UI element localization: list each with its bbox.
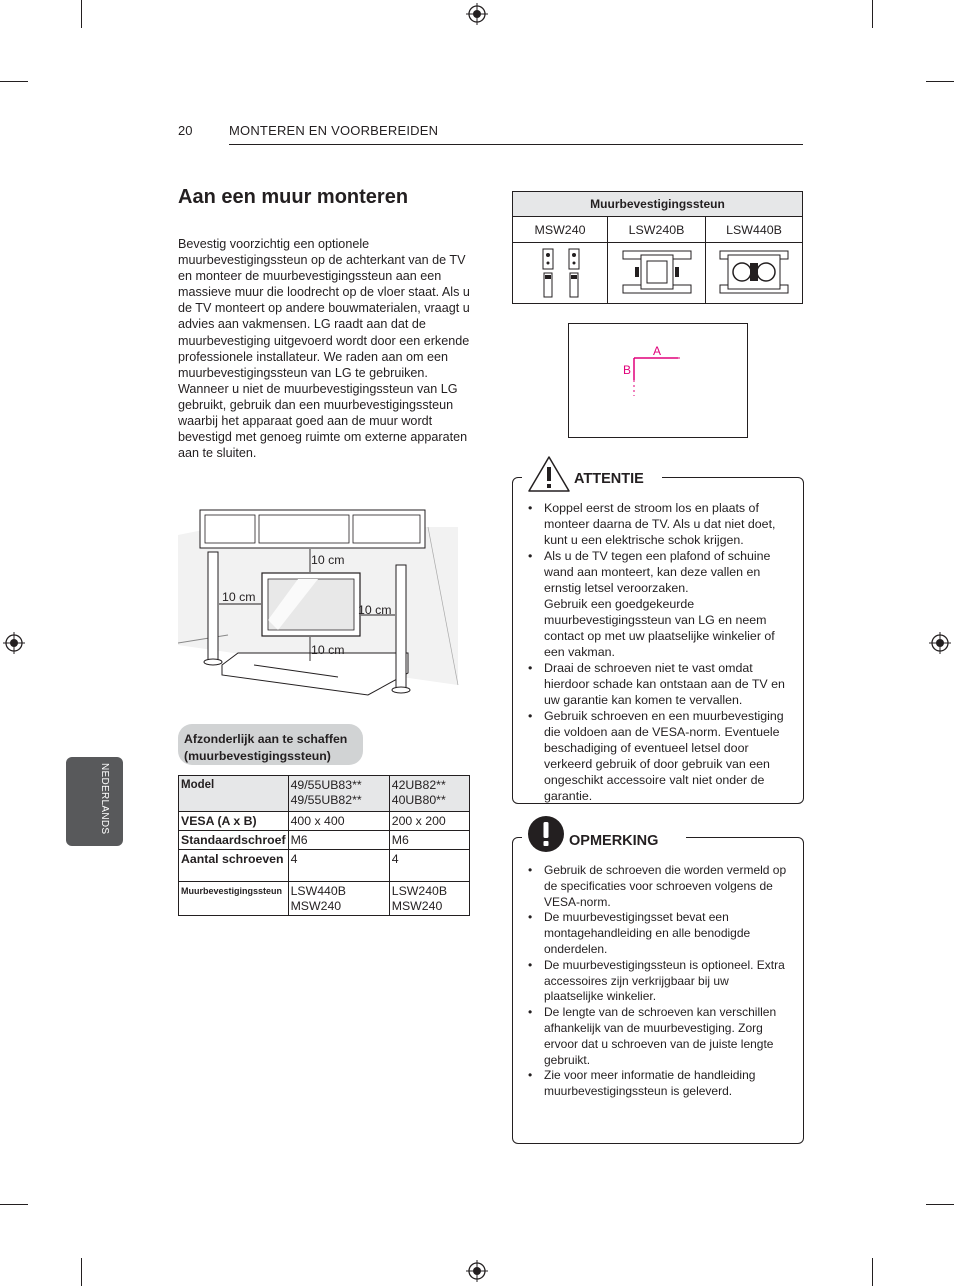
- table-cell: Standaardschroef: [179, 831, 289, 850]
- language-tab-label: NEDERLANDS: [99, 763, 110, 835]
- table-cell: Aantal schroeven: [179, 850, 289, 882]
- lsw440b-bracket-icon: [714, 245, 794, 299]
- table-row: [179, 776, 470, 812]
- attention-title: ATTENTIE: [574, 471, 644, 487]
- table-row: [179, 812, 470, 831]
- table-cell: MSW240: [513, 217, 608, 243]
- list-item: • Gebruik schroeven en een muurbevestiging die voldoen aan de VESA-norm. Eventuele beschadiging of eventueel letsel door verkeerd gebruik of door gebruik van een ongeschikt accessoire valt niet onder de garantie.: [513, 708, 791, 804]
- attention-list: [513, 500, 791, 804]
- list-item: • Zie voor meer informatie de handleiding muurbevestigingssteun is geleverd.: [513, 1068, 789, 1100]
- attention-box: [512, 477, 804, 804]
- exclamation-circle-icon: [527, 815, 565, 853]
- list-item: • De muurbevestigingsset bevat een montagehandleiding en alle benodigde onderdelen.: [513, 910, 789, 957]
- remark-list: [513, 863, 789, 1100]
- cell-line: 49/55UB83**: [290, 778, 362, 792]
- registration-mark-icon: [466, 3, 488, 25]
- header-rule: [229, 144, 803, 145]
- registration-mark-icon: [3, 632, 25, 654]
- table-cell: [288, 882, 389, 916]
- cell-line: LSW440B: [290, 884, 346, 898]
- list-item-text: Gebruik een goedgekeurde muurbevestigingssteun van LG en neem contact op met uw plaatselijke winkelier of een vakman.: [544, 597, 775, 659]
- page-title: Aan een muur monteren: [178, 186, 409, 208]
- table-cell: [389, 776, 469, 812]
- table-cell: Muurbevestigingssteun: [179, 882, 289, 916]
- table-row: [179, 882, 470, 916]
- intro-paragraph: Wanneer u niet de muurbevestigingssteun van LG gebruikt, gebruik dan een muurbevestigingssteun waarbij het apparaat goed aan de muur wordt bevestigd met genoeg ruimte om externe apparaten aan te sluiten.: [178, 381, 468, 461]
- table-cell: [608, 243, 706, 304]
- table-row: [179, 831, 470, 850]
- crop-mark: [926, 1204, 954, 1205]
- vesa-spec-table: [178, 775, 470, 916]
- intro-paragraph: Bevestig voorzichtig een optionele muurbevestigingssteun op de achterkant van de TV en monteer de muurbevestigingssteun aan een massieve muur die loodrecht op de vloer staat. Als u de TV monteert op andere bouwmaterialen, vraagt u advies aan vakmensen. LG raadt aan dat de muurbevestiging uitgevoerd wordt door een erkende professionele installateur. We raden aan om een muurbevestigingssteun van LG te gebruiken.: [178, 237, 470, 380]
- bracket-table: [512, 191, 803, 304]
- table-row: [513, 217, 803, 243]
- clearance-bottom-label: 10 cm: [311, 643, 345, 657]
- cell-line: 49/55UB82**: [290, 793, 362, 807]
- registration-mark-icon: [466, 1260, 488, 1282]
- list-item: [513, 548, 791, 660]
- crop-mark: [0, 1204, 28, 1205]
- table-cell: [288, 776, 389, 812]
- wall-clearance-illustration: [178, 505, 460, 700]
- table-cell: [513, 243, 608, 304]
- table-row: [513, 192, 803, 217]
- clearance-right-label: 10 cm: [358, 603, 392, 617]
- table-cell: Model: [179, 776, 289, 812]
- cell-line: 42UB82**: [391, 778, 446, 792]
- msw240-bracket-icon: [525, 245, 595, 299]
- vesa-b-label: B: [623, 363, 632, 377]
- table-cell: M6: [288, 831, 389, 850]
- table-cell: [706, 243, 803, 304]
- table-cell: 200 x 200: [389, 812, 469, 831]
- table-header: Muurbevestigingssteun: [513, 192, 803, 217]
- table-cell: LSW240B: [608, 217, 706, 243]
- crop-mark: [0, 81, 28, 82]
- cell-line: LSW240B: [391, 884, 448, 898]
- cell-line: MSW240: [391, 899, 443, 913]
- table-cell: 4: [389, 850, 469, 882]
- page-number: 20: [178, 123, 193, 138]
- intro-text: [178, 236, 478, 461]
- lsw240b-bracket-icon: [617, 245, 697, 299]
- vesa-a-label: A: [653, 344, 662, 358]
- list-item: • De lengte van de schroeven kan verschillen afhankelijk van de muurbevestiging. Zorg ervoor dat u schroeven van de juiste lengte gebruikt.: [513, 1005, 789, 1068]
- clearance-top-label: 10 cm: [311, 553, 345, 567]
- list-item: • Koppel eerst de stroom los en plaats of monteer daarna de TV. Als u dat niet doet, kunt u een elektrische schok krijgen.: [513, 500, 791, 548]
- table-cell: M6: [389, 831, 469, 850]
- warning-triangle-icon: [527, 455, 571, 493]
- crop-mark: [872, 0, 873, 28]
- table-cell: LSW440B: [706, 217, 803, 243]
- cell-line: 40UB80**: [391, 793, 446, 807]
- table-row: [513, 243, 803, 304]
- crop-mark: [872, 1258, 873, 1286]
- table-cell: 4: [288, 850, 389, 882]
- remark-box: [512, 837, 804, 1144]
- separately-purchased-badge: [178, 724, 363, 765]
- table-cell: 400 x 400: [288, 812, 389, 831]
- list-item: • Gebruik de schroeven die worden vermeld op de specificaties voor schroeven volgens de VESA-norm.: [513, 863, 789, 910]
- table-cell: [389, 882, 469, 916]
- separately-purchased-label: Afzonderlijk aan te schaffen (muurbevestigingssteun): [184, 732, 348, 763]
- crop-mark: [81, 0, 82, 28]
- section-title: MONTEREN EN VOORBEREIDEN: [229, 123, 439, 138]
- crop-mark: [81, 1258, 82, 1286]
- remark-title: OPMERKING: [569, 833, 659, 849]
- table-row: [179, 850, 470, 882]
- crop-mark: [926, 81, 954, 82]
- list-item: • Draai de schroeven niet te vast omdat hierdoor schade kan ontstaan aan de TV en uw garantie kan komen te vervallen.: [513, 660, 791, 708]
- cell-line: MSW240: [290, 899, 342, 913]
- language-tab: [66, 757, 123, 846]
- list-item: • De muurbevestigingssteun is optioneel. Extra accessoires zijn verkrijgbaar bij uw plaatselijke winkelier.: [513, 958, 789, 1005]
- list-item-text: Als u de TV tegen een plafond of schuine wand aan monteert, kan deze vallen en ernstig letsel veroorzaken.: [544, 549, 771, 595]
- clearance-left-label: 10 cm: [222, 590, 256, 604]
- table-cell: VESA (A x B): [179, 812, 289, 831]
- registration-mark-icon: [929, 632, 951, 654]
